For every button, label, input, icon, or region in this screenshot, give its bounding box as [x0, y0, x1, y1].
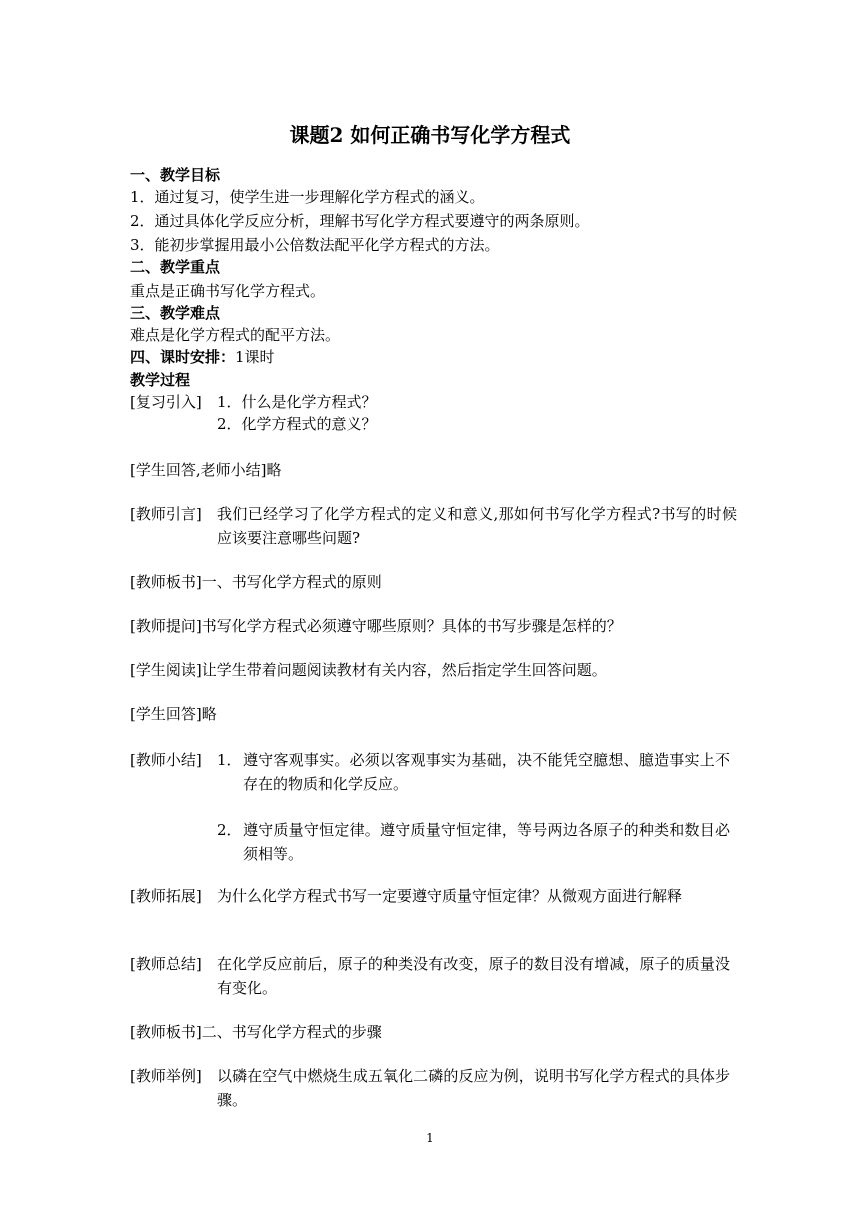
objective-item-3: 3．能初步掌握用最小公倍数法配平化学方程式的方法。	[130, 236, 500, 254]
block-text: 二、书写化学方程式的步骤	[201, 1023, 382, 1041]
block-text: 让学生带着问题阅读教材有关内容，然后指定学生回答问题。	[201, 661, 607, 679]
block-tag: [教师引言]	[130, 505, 202, 523]
block-tag: [学生阅读]	[130, 661, 202, 679]
item-number: 2．	[217, 821, 242, 839]
section-heading-schedule	[130, 346, 275, 368]
section-heading-key-points: 二、教学重点	[130, 258, 221, 276]
item-text: 遵守客观事实。必须以客观事实为基础，决不能凭空臆想、臆造事实上不存在的物质和化学反应。	[243, 751, 730, 793]
block-tag: [教师小结]	[130, 751, 202, 769]
block-teacher-intro	[130, 502, 737, 550]
block-teacher-conclusion	[130, 952, 730, 1000]
block-teacher-extension	[130, 884, 730, 932]
section-heading-difficulties: 三、教学难点	[130, 304, 221, 322]
block-tag: [学生回答]	[130, 705, 202, 723]
item-number: 1．	[217, 751, 242, 769]
block-text: 以磷在空气中燃烧生成五氧化二磷的反应为例，说明书写化学方程式的具体步骤。	[217, 1067, 730, 1109]
block-text: 略	[266, 461, 282, 479]
review-question-1: 1．什么是化学方程式？	[217, 393, 377, 411]
item-text: 遵守质量守恒定律。遵守质量守恒定律，等号两边各原子的种类和数目必须相等。	[243, 821, 730, 863]
section-heading-objectives: 一、教学目标	[130, 166, 221, 184]
block-text: 我们已经学习了化学方程式的定义和意义,那如何书写化学方程式?书写的时候应该要注意哪些问题?	[217, 505, 737, 547]
block-review-intro	[130, 390, 730, 438]
block-text: 略	[201, 705, 217, 723]
block-text: 在化学反应前后，原子的种类没有改变，原子的数目没有增减，原子的质量没有变化。	[217, 955, 730, 997]
block-tag: [教师提问]	[130, 617, 202, 635]
block-tag: [教师板书]	[130, 1023, 202, 1041]
block-tag: [学生回答,老师小结]	[130, 461, 267, 479]
block-tag: [复习引入]	[130, 393, 202, 411]
schedule-value: 1课时	[235, 348, 275, 366]
block-teacher-example	[130, 1064, 730, 1112]
block-tag: [教师举例]	[130, 1067, 202, 1085]
review-question-2: 2．化学方程式的意义？	[217, 415, 377, 433]
block-text: 一、书写化学方程式的原则	[201, 573, 382, 591]
objective-item-1: 1．通过复习，使学生进一步理解化学方程式的涵义。	[130, 188, 485, 206]
document-title: 课题2 如何正确书写化学方程式	[289, 123, 571, 147]
block-tag: [教师拓展]	[130, 887, 202, 905]
process-heading: 教学过程	[130, 371, 191, 389]
key-points-text: 重点是正确书写化学方程式。	[130, 282, 326, 300]
page-number: 1	[426, 1131, 434, 1145]
block-text: 为什么化学方程式书写一定要遵守质量守恒定律？从微观方面进行解释	[217, 887, 683, 905]
objective-item-2: 2．通过具体化学反应分析，理解书写化学方程式要遵守的两条原则。	[130, 212, 590, 230]
difficulties-text: 难点是化学方程式的配平方法。	[130, 326, 341, 344]
schedule-label: 四、课时安排：	[130, 348, 236, 366]
block-teacher-summary	[130, 748, 730, 868]
block-tag: [教师总结]	[130, 955, 202, 973]
block-tag: [教师板书]	[130, 573, 202, 591]
block-text: 书写化学方程式必须遵守哪些原则？具体的书写步骤是怎样的？	[201, 617, 622, 635]
